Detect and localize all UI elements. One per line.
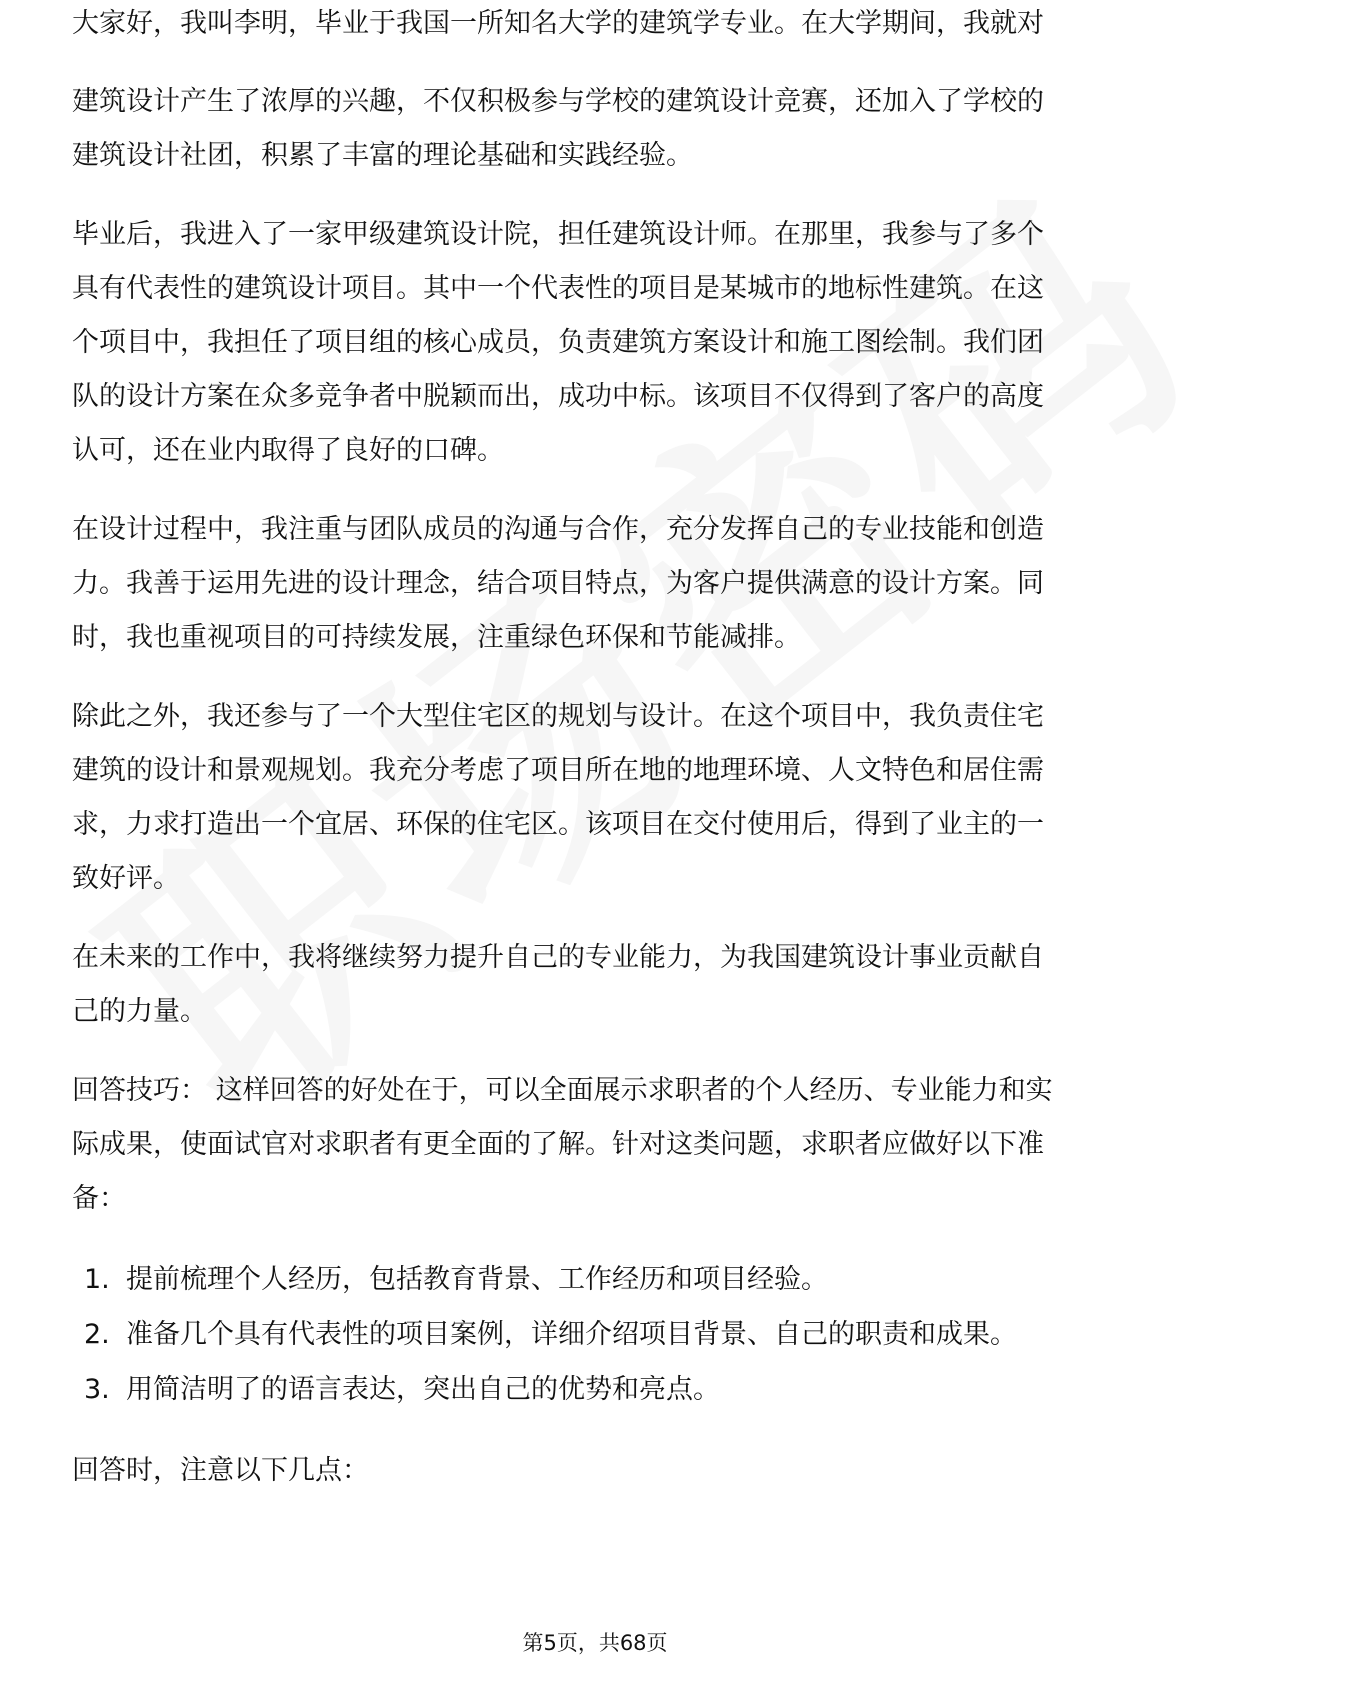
paragraph-4-line-4: 致好评。 [72, 863, 180, 894]
paragraph-2-line-5: 认可，还在业内取得了良好的口碑。 [72, 435, 504, 466]
paragraph-2-line-4: 队的设计方案在众多竞争者中脱颖而出，成功中标。该项目不仅得到了客户的高度 [72, 381, 1044, 412]
page-footer: 第5页，共68页 [522, 1631, 668, 1655]
paragraph-1-line-1: 大家好，我叫李明，毕业于我国一所知名大学的建筑学专业。在大学期间，我就对 [72, 8, 1044, 39]
list-item [84, 1315, 1017, 1355]
list-item [84, 1260, 828, 1300]
tips-line-1: 回答技巧： 这样回答的好处在于，可以全面展示求职者的个人经历、专业能力和实 [72, 1075, 1053, 1106]
list-item-number: 1. [84, 1264, 110, 1295]
list-item-number: 3. [84, 1374, 110, 1405]
paragraph-1-line-1-clipped [72, 8, 1044, 48]
paragraph-1-line-3: 建筑设计社团，积累了丰富的理论基础和实践经验。 [72, 140, 693, 171]
list-item-number: 2. [84, 1319, 110, 1350]
list-item-text: 提前梳理个人经历，包括教育背景、工作经历和项目经验。 [126, 1264, 828, 1295]
paragraph-4-line-2: 建筑的设计和景观规划。我充分考虑了项目所在地的地理环境、人文特色和居住需 [72, 755, 1044, 786]
paragraph-1-line-2: 建筑设计产生了浓厚的兴趣，不仅积极参与学校的建筑设计竞赛，还加入了学校的 [72, 86, 1044, 117]
closing-line: 回答时，注意以下几点： [72, 1455, 369, 1486]
list-item [84, 1370, 720, 1410]
list-item-text: 准备几个具有代表性的项目案例，详细介绍项目背景、自己的职责和成果。 [126, 1319, 1017, 1350]
paragraph-3-line-1: 在设计过程中，我注重与团队成员的沟通与合作，充分发挥自己的专业技能和创造 [72, 514, 1044, 545]
paragraph-5-line-2: 己的力量。 [72, 996, 207, 1027]
paragraph-4-line-1: 除此之外，我还参与了一个大型住宅区的规划与设计。在这个项目中，我负责住宅 [72, 701, 1044, 732]
paragraph-2-line-2: 具有代表性的建筑设计项目。其中一个代表性的项目是某城市的地标性建筑。在这 [72, 273, 1044, 304]
paragraph-2-line-3: 个项目中，我担任了项目组的核心成员，负责建筑方案设计和施工图绘制。我们团 [72, 327, 1044, 358]
tips-line-3: 备： [72, 1183, 126, 1214]
paragraph-2-line-1: 毕业后，我进入了一家甲级建筑设计院，担任建筑设计师。在那里，我参与了多个 [72, 219, 1044, 250]
paragraph-3-line-2: 力。我善于运用先进的设计理念，结合项目特点，为客户提供满意的设计方案。同 [72, 568, 1044, 599]
list-item-text: 用简洁明了的语言表达，突出自己的优势和亮点。 [126, 1374, 720, 1405]
tips-line-2: 际成果，使面试官对求职者有更全面的了解。针对这类问题，求职者应做好以下准 [72, 1129, 1044, 1160]
paragraph-5-line-1: 在未来的工作中，我将继续努力提升自己的专业能力，为我国建筑设计事业贡献自 [72, 942, 1044, 973]
paragraph-4-line-3: 求，力求打造出一个宜居、环保的住宅区。该项目在交付使用后，得到了业主的一 [72, 809, 1044, 840]
paragraph-3-line-3: 时，我也重视项目的可持续发展，注重绿色环保和节能减排。 [72, 622, 801, 653]
